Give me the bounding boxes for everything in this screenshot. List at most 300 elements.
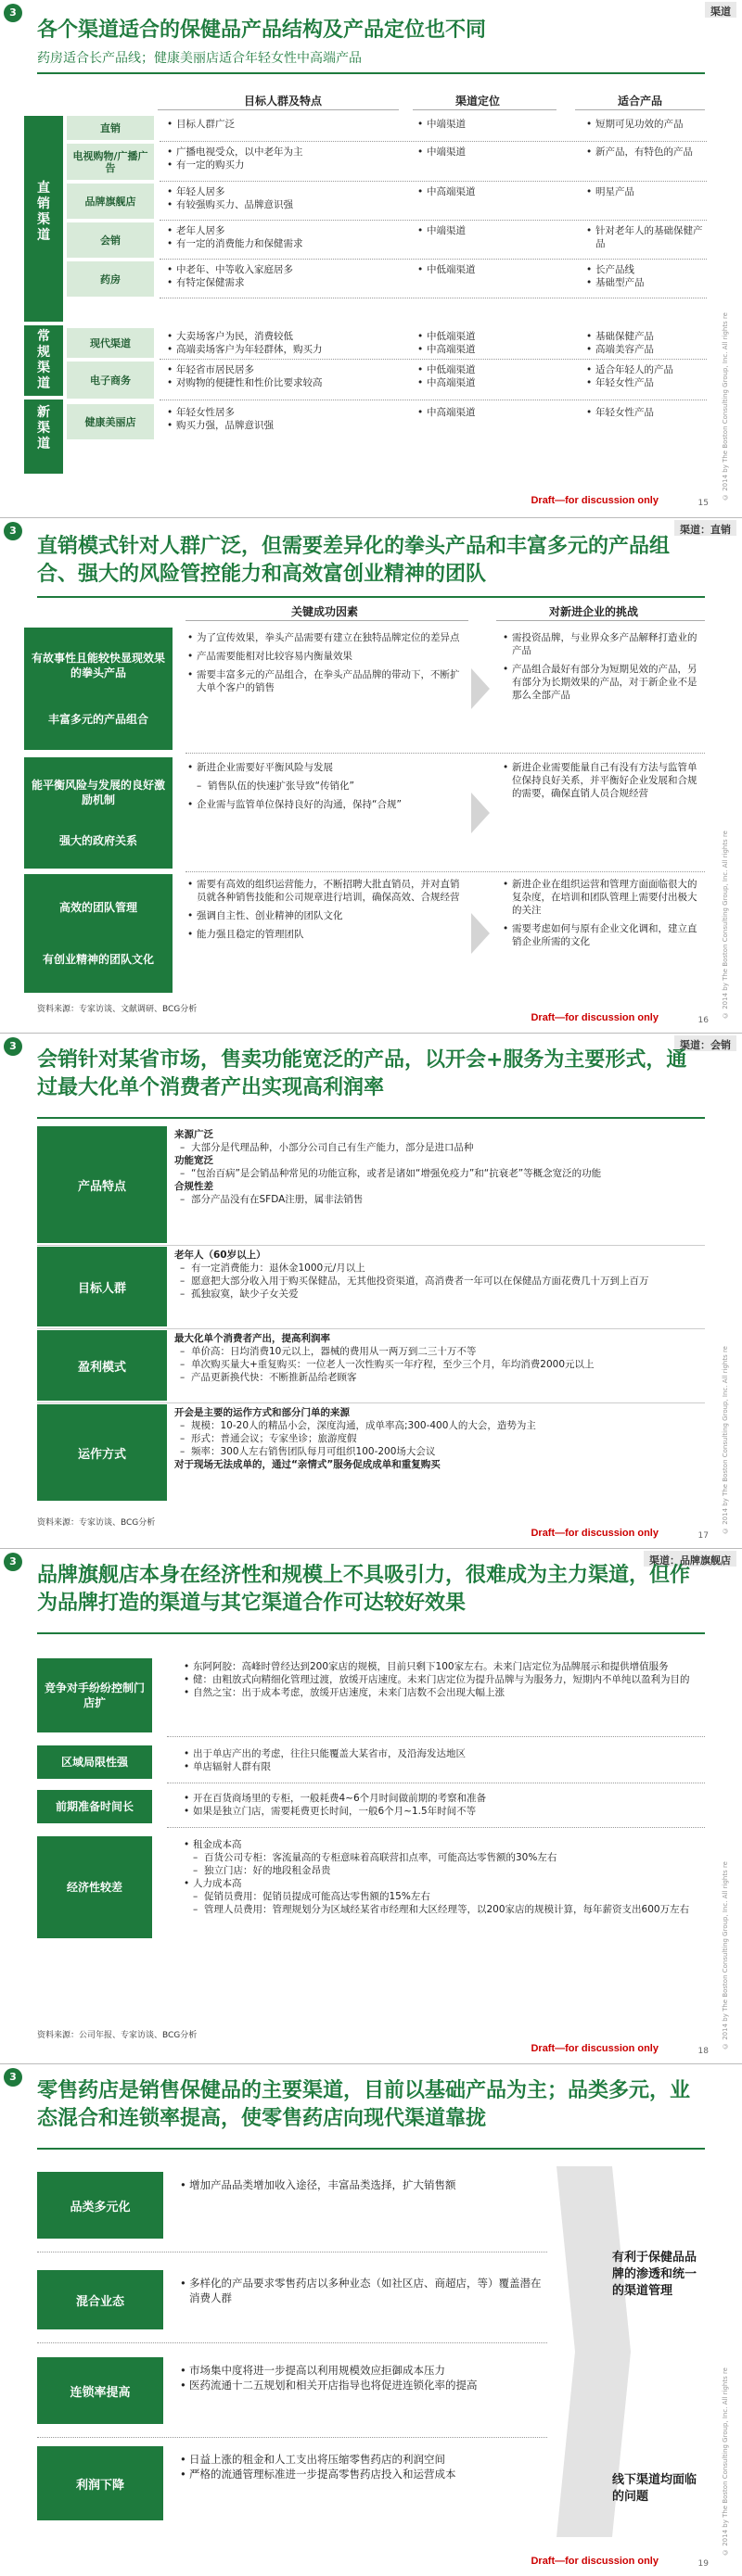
content-line-text: 开会是主要的运作方式和部分门单的来源 bbox=[174, 1407, 350, 1418]
row-content bbox=[174, 1128, 703, 1206]
row-divider bbox=[37, 2342, 547, 2343]
draft-note: Draft—for discussion only bbox=[531, 1528, 659, 1539]
bullet-item: • 年轻女性产品 bbox=[584, 406, 705, 419]
chevron-shape bbox=[471, 913, 490, 954]
bullet-item: • 中低端渠道 bbox=[416, 330, 555, 343]
row-divider bbox=[37, 2437, 547, 2438]
challenge-cell bbox=[501, 761, 705, 806]
bullet-item: • 医药流通十二五规划和相关开店指导也将促进连锁化率的提高 bbox=[178, 2378, 549, 2392]
arrow-text-benefit: 有利于保健品品牌的渗透和统一的渠道管理 bbox=[612, 2251, 697, 2298]
target-cell bbox=[165, 118, 406, 131]
row-label: 品类多元化 bbox=[37, 2172, 163, 2239]
row-divider bbox=[186, 871, 705, 872]
content-line-text: 合规性差 bbox=[174, 1181, 213, 1192]
arrow-text-problem: 线下渠道均面临的问题 bbox=[612, 2473, 697, 2504]
bullet-item: • 增加产品品类增加收入途径，丰富品类选择，扩大销售额 bbox=[178, 2177, 549, 2192]
bullet-item: • 自然之宝：出于成本考虑，放缓开店速度，未来门店数不会出现大幅上涨 bbox=[182, 1686, 706, 1699]
column-header: 适合产品 bbox=[617, 95, 662, 108]
bullet-list bbox=[584, 330, 705, 356]
section-tag: 渠道：品牌旗舰店 bbox=[644, 1551, 736, 1567]
row-label: 利润下降 bbox=[37, 2446, 163, 2520]
chevron-shape bbox=[471, 668, 490, 709]
slide-number-badge: 3 bbox=[4, 1553, 22, 1571]
row-content bbox=[178, 2452, 549, 2481]
bullet-item: • 需要考虑如何与原有企业文化调和，建立直销企业所需的文化 bbox=[501, 922, 705, 948]
content-line-text: 大部分是代理品种，小部分公司自己有生产能力，部分是进口品种 bbox=[191, 1142, 474, 1153]
bullet-item: • 东阿阿胶：高峰时曾经达到200家店的规模，目前只剩下100家左右。未来门店定位为品牌展示和提供增值服务 bbox=[182, 1660, 706, 1673]
channel-label: 直销 bbox=[67, 116, 154, 140]
bullet-dash: – bbox=[180, 1288, 186, 1300]
slide-number-badge: 3 bbox=[4, 1037, 22, 1056]
content-line-text: 有一定消费能力：退休金1000元/月以上 bbox=[191, 1263, 365, 1274]
bullet-item: • 购买力强，品牌意识强 bbox=[165, 419, 406, 432]
bullet-item: • 有较强购买力、品牌意识强 bbox=[165, 198, 406, 211]
target-cell bbox=[165, 224, 406, 250]
bullet-item: • 中高端渠道 bbox=[416, 406, 555, 419]
row-content bbox=[174, 1249, 703, 1301]
product-cell bbox=[584, 406, 705, 419]
factor-label-box bbox=[24, 757, 173, 869]
bullet-item: • 单店辐射人群有限 bbox=[182, 1760, 706, 1773]
content-line-text: 部分产品没有在SFDA注册，属非法销售 bbox=[191, 1194, 364, 1205]
product-cell bbox=[584, 330, 705, 356]
product-cell bbox=[584, 363, 705, 389]
bullet-dash: – bbox=[180, 1142, 186, 1153]
page-number: 16 bbox=[697, 1016, 709, 1025]
bullet-item: • 中低端渠道 bbox=[416, 263, 555, 276]
bullet-item: • 中低端渠道 bbox=[416, 363, 555, 376]
bullet-list bbox=[165, 330, 406, 356]
bullet-list bbox=[165, 185, 406, 211]
copyright-side: © 2014 by The Boston Consulting Group, Inc. All rights re bbox=[722, 831, 729, 1019]
bullet-item: • 企业需与监管单位保持良好的沟通，保持“合规” bbox=[186, 798, 464, 811]
bullet-list bbox=[584, 185, 705, 198]
bullet-list bbox=[416, 224, 555, 237]
bullet-item: • 老年人居多 bbox=[165, 224, 406, 237]
content-line bbox=[174, 1141, 703, 1154]
product-cell bbox=[584, 146, 705, 159]
bullet-item: • 大卖场客户为民，消费较低 bbox=[165, 330, 406, 343]
section-tag: 渠道：直销 bbox=[674, 520, 736, 536]
row-content bbox=[174, 1332, 703, 1384]
chevron-shape bbox=[471, 793, 490, 833]
bullet-item: – 百货公司专柜：客流量高的专柜意味着高联营扣点率，可能高达零售额的30%左右 bbox=[182, 1851, 706, 1864]
slide-5 bbox=[0, 2064, 742, 2576]
bullet-dash: – bbox=[180, 1359, 186, 1370]
content-line-text: 孤独寂寞，缺少子女关爱 bbox=[191, 1288, 299, 1300]
bullet-list bbox=[501, 878, 705, 948]
draft-note: Draft—for discussion only bbox=[531, 2043, 659, 2054]
target-cell bbox=[165, 146, 406, 171]
row-label: 目标人群 bbox=[37, 1247, 167, 1326]
group-label: 直销渠道 bbox=[37, 181, 50, 243]
group-label: 新渠道 bbox=[37, 405, 50, 451]
bullet-item: • 对购物的便捷性和性价比要求较高 bbox=[165, 376, 406, 389]
bullet-list bbox=[182, 1747, 706, 1773]
bullet-list bbox=[178, 2363, 549, 2392]
content-line-text: 对于现场无法成单的，通过“亲情式”服务促成成单和重复购买 bbox=[174, 1459, 441, 1470]
row-label: 区域局限性强 bbox=[37, 1745, 152, 1779]
channel-label: 健康美丽店 bbox=[67, 404, 154, 439]
bullet-list bbox=[182, 1792, 706, 1818]
content-line bbox=[174, 1345, 703, 1358]
challenge-cell bbox=[501, 878, 705, 954]
column-header: 目标人群及特点 bbox=[243, 95, 322, 108]
content-line-text: 愿意把大部分收入用于购买保健品，无其他投资渠道，高消费者一年可以在保健品方面花费几十万到上百万 bbox=[191, 1275, 649, 1287]
bullet-list bbox=[416, 263, 555, 276]
content-line bbox=[174, 1128, 703, 1141]
content-line bbox=[174, 1332, 703, 1345]
slide-2 bbox=[0, 518, 742, 1034]
content-line bbox=[174, 1154, 703, 1167]
bullet-list bbox=[165, 263, 406, 289]
content-line-text: “包治百病”是会销品种常见的功能宣称，或者是诸如“增强免疫力”和“抗衰老”等概念宽泛的功能 bbox=[191, 1168, 602, 1179]
group-bar bbox=[24, 116, 63, 322]
target-cell bbox=[165, 185, 406, 211]
bullet-item: • 多样化的产品要求零售药店以多种业态（如社区店、商超店，等）覆盖潜在消费人群 bbox=[178, 2276, 549, 2305]
content-line bbox=[174, 1358, 703, 1371]
content-line-text: 单次购买量大+重复购买：一位老人一次性购买一年疗程，至少三个月，年均消费2000元以上 bbox=[191, 1359, 595, 1370]
bullet-list bbox=[584, 224, 705, 250]
bullet-list bbox=[416, 330, 555, 356]
channel-label: 品牌旗舰店 bbox=[67, 184, 154, 219]
group-bar bbox=[24, 400, 63, 474]
bullet-dash: – bbox=[180, 1194, 186, 1205]
content-line-text: 单价高：日均消费10元以上，器械的费用从一两万到二三十万不等 bbox=[191, 1346, 477, 1357]
bullet-item: • 日益上涨的租金和人工支出将压缩零售药店的利润空间 bbox=[178, 2452, 549, 2467]
row-divider bbox=[160, 181, 707, 182]
target-cell bbox=[165, 263, 406, 289]
bullet-list bbox=[165, 406, 406, 432]
content-line-text: 来源广泛 bbox=[174, 1129, 213, 1140]
bullet-item: • 需要有高效的组织运营能力，不断招聘大批直销员，并对直销员就各种销售技能和公司规章进行培训，确保高效、合规经营 bbox=[186, 878, 464, 904]
header-underline bbox=[158, 109, 399, 110]
content-line bbox=[174, 1419, 703, 1432]
slide-4 bbox=[0, 1549, 742, 2064]
content-line bbox=[174, 1406, 703, 1419]
copyright-side: © 2014 by The Boston Consulting Group, Inc. All rights re bbox=[722, 312, 729, 501]
source-note: 资料来源：专家访谈、文献调研、BCG分析 bbox=[37, 1005, 198, 1014]
page-number: 18 bbox=[697, 2047, 709, 2056]
bullet-item: • 年轻人居多 bbox=[165, 185, 406, 198]
content-line-text: 最大化单个消费者产出，提高利润率 bbox=[174, 1333, 330, 1344]
bullet-list bbox=[416, 406, 555, 419]
factor-label: 丰富多元的产品组合 bbox=[47, 713, 148, 726]
bullet-list bbox=[584, 263, 705, 289]
bullet-list bbox=[165, 224, 406, 250]
bullet-item: • 广播电视受众，以中老年为主 bbox=[165, 146, 406, 159]
bullet-item: • 短期可见功效的产品 bbox=[584, 118, 705, 131]
row-divider bbox=[37, 1402, 705, 1403]
bullet-list bbox=[182, 1660, 706, 1699]
product-cell bbox=[584, 185, 705, 198]
content-line-text: 产品更新换代快：不断推新品给老顾客 bbox=[191, 1372, 357, 1383]
bullet-item: – 销售队伍的快速扩张导致“传销化” bbox=[186, 780, 464, 793]
bullet-item: • 针对老年人的基础保健产品 bbox=[584, 224, 705, 250]
row-divider bbox=[160, 259, 707, 260]
row-label: 前期准备时间长 bbox=[37, 1790, 152, 1823]
bullet-dash: – bbox=[180, 1275, 186, 1287]
bullet-item: • 中端渠道 bbox=[416, 224, 555, 237]
bullet-item: • 明星产品 bbox=[584, 185, 705, 198]
bullet-list bbox=[416, 118, 555, 131]
bullet-list bbox=[584, 406, 705, 419]
row-content bbox=[182, 1838, 706, 1916]
content-line-text: 规模：10-20人的精品小会，深度沟通，成单率高;300-400人的大会，造势为主 bbox=[191, 1420, 536, 1431]
content-line bbox=[174, 1167, 703, 1180]
header-underline bbox=[413, 109, 556, 110]
slide-1 bbox=[0, 0, 742, 518]
bullet-item: • 适合年轻人的产品 bbox=[584, 363, 705, 376]
bullet-item: • 人力成本高 bbox=[182, 1877, 706, 1890]
position-cell bbox=[416, 146, 555, 159]
channel-label: 电子商务 bbox=[67, 362, 154, 399]
draft-note: Draft—for discussion only bbox=[531, 1012, 659, 1023]
copyright-side: © 2014 by The Boston Consulting Group, Inc. All rights re bbox=[722, 1346, 729, 1534]
page-number: 19 bbox=[697, 2559, 709, 2569]
slide-title: 零售药店是销售保健品的主要渠道，目前以基础产品为主；品类多元，业态混合和连锁率提高，使零售药店向现代渠道靠拢 bbox=[37, 2079, 691, 2130]
bullet-item: • 新产品，有特色的产品 bbox=[584, 146, 705, 159]
factor-cell bbox=[186, 761, 464, 817]
bullet-item: • 目标人群广泛 bbox=[165, 118, 406, 131]
bullet-list bbox=[584, 146, 705, 159]
row-label: 混合业态 bbox=[37, 2270, 163, 2329]
title-rule bbox=[37, 1632, 705, 1634]
group-bar bbox=[24, 325, 63, 396]
bullet-list bbox=[501, 631, 705, 702]
row-divider bbox=[167, 1736, 705, 1737]
row-content bbox=[178, 2363, 549, 2392]
bullet-item: • 中老年、中等收入家庭居多 bbox=[165, 263, 406, 276]
content-line bbox=[174, 1288, 703, 1301]
bullet-list bbox=[584, 118, 705, 131]
section-tag: 渠道 bbox=[705, 2, 736, 18]
bullet-item: • 如果是独立门店，需要耗费更长时间，一般6个月~1.5年时间不等 bbox=[182, 1805, 706, 1818]
slide-title: 品牌旗舰店本身在经济性和规模上不具吸引力，很难成为主力渠道，但作为品牌打造的渠道与其它渠道合作可达较好效果 bbox=[37, 1564, 691, 1615]
product-cell bbox=[584, 118, 705, 131]
bullet-item: • 新进企业需要好平衡风险与发展 bbox=[186, 761, 464, 774]
factor-label-box bbox=[24, 628, 173, 750]
bullet-item: • 中高端渠道 bbox=[416, 376, 555, 389]
slide-number-badge: 3 bbox=[4, 522, 22, 540]
slide-title: 各个渠道适合的保健品产品结构及产品定位也不同 bbox=[37, 19, 487, 42]
slide-3 bbox=[0, 1034, 742, 1549]
bullet-dash: – bbox=[180, 1372, 186, 1383]
factor-label: 强大的政府关系 bbox=[58, 834, 137, 847]
content-line bbox=[174, 1275, 703, 1288]
bullet-list bbox=[186, 761, 464, 811]
content-line bbox=[174, 1180, 703, 1193]
row-divider bbox=[160, 141, 707, 142]
row-divider bbox=[37, 1245, 705, 1246]
factor-label: 有创业精神的团队文化 bbox=[42, 953, 154, 966]
bullet-item: • 新进企业需要能量自己有没有方法与监管单位保持良好关系，并平衡好企业发展和合规的需要，确保直销人员合规经营 bbox=[501, 761, 705, 800]
row-content bbox=[182, 1747, 706, 1773]
bullet-list bbox=[178, 2276, 549, 2305]
bullet-item: • 高端卖场客户为年轻群体，购买力 bbox=[165, 343, 406, 356]
bullet-item: • 基础型产品 bbox=[584, 276, 705, 289]
header-underline bbox=[575, 109, 705, 110]
bullet-dash: – bbox=[180, 1168, 186, 1179]
bullet-item: • 能力强且稳定的管理团队 bbox=[186, 928, 464, 941]
row-label: 连锁率提高 bbox=[37, 2357, 163, 2424]
bullet-item: • 高端美容产品 bbox=[584, 343, 705, 356]
factor-label: 有故事性且能较快显现效果的拳头产品 bbox=[31, 652, 165, 679]
bullet-item: – 管理人员费用：管理规划分为区域经某省市经理和大区经理等，以200家店的规模计算，每年薪资支出600万左右 bbox=[182, 1903, 706, 1916]
bullet-list bbox=[178, 2452, 549, 2481]
page-number: 15 bbox=[697, 499, 709, 508]
bullet-dash: – bbox=[180, 1420, 186, 1431]
row-divider bbox=[160, 220, 707, 221]
content-line bbox=[174, 1432, 703, 1445]
bullet-item: • 需要丰富多元的产品组合，在拳头产品品牌的带动下，不断扩大单个客户的销售 bbox=[186, 668, 464, 694]
bullet-item: • 年轻女性产品 bbox=[584, 376, 705, 389]
bullet-item: • 新进企业在组织运营和管理方面面临很大的复杂度，在培训和团队管理上需要付出极大的关注 bbox=[501, 878, 705, 917]
position-cell bbox=[416, 118, 555, 131]
position-cell bbox=[416, 263, 555, 276]
bullet-item: • 强调自主性、创业精神的团队文化 bbox=[186, 909, 464, 922]
factor-cell bbox=[186, 878, 464, 946]
title-rule bbox=[37, 596, 705, 598]
position-cell bbox=[416, 224, 555, 237]
content-line bbox=[174, 1193, 703, 1206]
target-cell bbox=[165, 363, 406, 389]
column-header: 渠道定位 bbox=[454, 95, 500, 108]
bullet-list bbox=[182, 1838, 706, 1916]
bullet-item: • 出于单店产出的考虑，往往只能覆盖大某省市，及沿海发达地区 bbox=[182, 1747, 706, 1760]
row-divider bbox=[160, 359, 707, 360]
row-label: 运作方式 bbox=[37, 1404, 167, 1501]
bullet-item: • 开在百货商场里的专柜，一般耗费4~6个月时间做前期的考察和准备 bbox=[182, 1792, 706, 1805]
bullet-item: • 有特定保健需求 bbox=[165, 276, 406, 289]
slide-number-badge: 3 bbox=[4, 4, 22, 22]
section-tag: 渠道：会销 bbox=[674, 1035, 736, 1051]
content-line bbox=[174, 1445, 703, 1458]
channel-label: 会销 bbox=[67, 222, 154, 258]
draft-note: Draft—for discussion only bbox=[531, 2556, 659, 2567]
slide-number-badge: 3 bbox=[4, 2068, 22, 2087]
channel-label: 现代渠道 bbox=[67, 328, 154, 358]
content-line-text: 频率：300人左右销售团队每月可组织100-200场大会议 bbox=[191, 1446, 436, 1457]
content-line-text: 形式：普通会议；专家坐诊；旅游度假 bbox=[191, 1433, 357, 1444]
position-cell bbox=[416, 185, 555, 198]
bullet-list bbox=[416, 363, 555, 389]
bullet-item: • 产品需要能相对比较容易内衡量效果 bbox=[186, 650, 464, 663]
bullet-item: • 需投资品牌，与业界众多产品解释打造业的产品 bbox=[501, 631, 705, 657]
bullet-item: • 中高端渠道 bbox=[416, 185, 555, 198]
bullet-item: • 中高端渠道 bbox=[416, 343, 555, 356]
group-label: 常规渠道 bbox=[37, 329, 50, 391]
bullet-item: • 有一定的消费能力和保健需求 bbox=[165, 237, 406, 250]
bullet-list bbox=[165, 118, 406, 131]
bullet-dash: – bbox=[180, 1446, 186, 1457]
position-cell bbox=[416, 363, 555, 389]
row-content bbox=[174, 1406, 703, 1471]
bullet-item: • 中端渠道 bbox=[416, 146, 555, 159]
bullet-item: – 独立门店：好的地段租金昂贵 bbox=[182, 1864, 706, 1877]
draft-note: Draft—for discussion only bbox=[531, 495, 659, 506]
slide-title: 直销模式针对人群广泛，但需要差异化的拳头产品和丰富多元的产品组合、强大的风险管控能力和高效富创业精神的团队 bbox=[37, 535, 671, 586]
column-header: 对新进企业的挑战 bbox=[548, 605, 638, 618]
source-note: 资料来源：专家访谈、BCG分析 bbox=[37, 1518, 156, 1528]
factor-cell bbox=[186, 631, 464, 700]
factor-label: 能平衡风险与发展的良好激励机制 bbox=[31, 779, 165, 806]
column-header: 关键成功因素 bbox=[290, 605, 358, 618]
header-underline bbox=[186, 620, 468, 621]
row-label: 产品特点 bbox=[37, 1126, 167, 1243]
row-divider bbox=[186, 753, 705, 754]
content-line bbox=[174, 1371, 703, 1384]
bullet-dash: – bbox=[180, 1433, 186, 1444]
bullet-list bbox=[501, 761, 705, 800]
target-cell bbox=[165, 330, 406, 356]
bullet-item: • 年轻省市居民居多 bbox=[165, 363, 406, 376]
source-note: 资料来源：公司年报、专家访谈、BCG分析 bbox=[37, 2031, 198, 2040]
bullet-item: • 年轻女性居多 bbox=[165, 406, 406, 419]
bullet-item: • 基础保健产品 bbox=[584, 330, 705, 343]
row-content bbox=[178, 2177, 549, 2192]
title-rule bbox=[37, 1117, 705, 1119]
bullet-list bbox=[165, 363, 406, 389]
bullet-item: • 严格的流通管理标准进一步提高零售药店投入和运营成本 bbox=[178, 2467, 549, 2481]
channel-label: 电视购物/广播广告 bbox=[67, 144, 154, 180]
factor-label-box bbox=[24, 874, 173, 993]
bullet-item: • 健：由粗放式向精细化管理过渡，放缓开店速度。未来门店定位为提升品牌与为服务力，短期内不单纯以盈利为目的 bbox=[182, 1673, 706, 1686]
bullet-list bbox=[186, 631, 464, 694]
product-cell bbox=[584, 224, 705, 250]
bullet-dash: – bbox=[180, 1263, 186, 1274]
bullet-list bbox=[416, 185, 555, 198]
content-line bbox=[174, 1249, 703, 1262]
row-label: 盈利模式 bbox=[37, 1330, 167, 1401]
copyright-side: © 2014 by The Boston Consulting Group, Inc. All rights re bbox=[722, 1861, 729, 2049]
copyright-side: © 2014 by The Boston Consulting Group, Inc. All rights re bbox=[722, 2367, 729, 2556]
title-rule bbox=[37, 2148, 705, 2150]
row-label: 经济性较差 bbox=[37, 1836, 152, 1938]
title-rule bbox=[37, 72, 705, 74]
row-divider bbox=[37, 1328, 705, 1329]
content-line bbox=[174, 1262, 703, 1275]
bullet-item: • 租金成本高 bbox=[182, 1838, 706, 1851]
target-cell bbox=[165, 406, 406, 432]
bullet-list bbox=[165, 146, 406, 171]
bullet-item: • 为了宣传效果，拳头产品需要有建立在独特品牌定位的差异点 bbox=[186, 631, 464, 644]
bullet-list bbox=[416, 146, 555, 159]
bullet-list bbox=[584, 363, 705, 389]
bullet-item: • 长产品线 bbox=[584, 263, 705, 276]
bullet-item: – 促销员费用：促销员提成可能高达零售额的15%左右 bbox=[182, 1890, 706, 1903]
bullet-list bbox=[178, 2177, 549, 2192]
row-divider bbox=[167, 1827, 705, 1828]
row-content bbox=[182, 1660, 706, 1699]
slide-subtitle: 药房适合长产品线；健康美丽店适合年轻女性中高端产品 bbox=[37, 51, 362, 66]
product-cell bbox=[584, 263, 705, 289]
slide-title: 会销针对某省市场，售卖功能宽泛的产品，以开会+服务为主要形式，通过最大化单个消费者产出实现高利润率 bbox=[37, 1048, 687, 1099]
header-underline bbox=[496, 620, 705, 621]
content-line-text: 老年人（60岁以上） bbox=[174, 1250, 266, 1261]
bullet-item: • 产品组合最好有部分为短期见效的产品，另有部分为长期效果的产品，对于新企业不是那么全部产品 bbox=[501, 663, 705, 702]
content-line bbox=[174, 1458, 703, 1471]
challenge-cell bbox=[501, 631, 705, 707]
bullet-list bbox=[186, 878, 464, 941]
channel-label: 药房 bbox=[67, 261, 154, 297]
position-cell bbox=[416, 406, 555, 419]
position-cell bbox=[416, 330, 555, 356]
content-line-text: 功能宽泛 bbox=[174, 1155, 213, 1166]
row-label: 竞争对手纷纷控制门店扩 bbox=[37, 1658, 152, 1732]
bullet-dash: – bbox=[180, 1346, 186, 1357]
bullet-item: • 有一定的购买力 bbox=[165, 159, 406, 171]
